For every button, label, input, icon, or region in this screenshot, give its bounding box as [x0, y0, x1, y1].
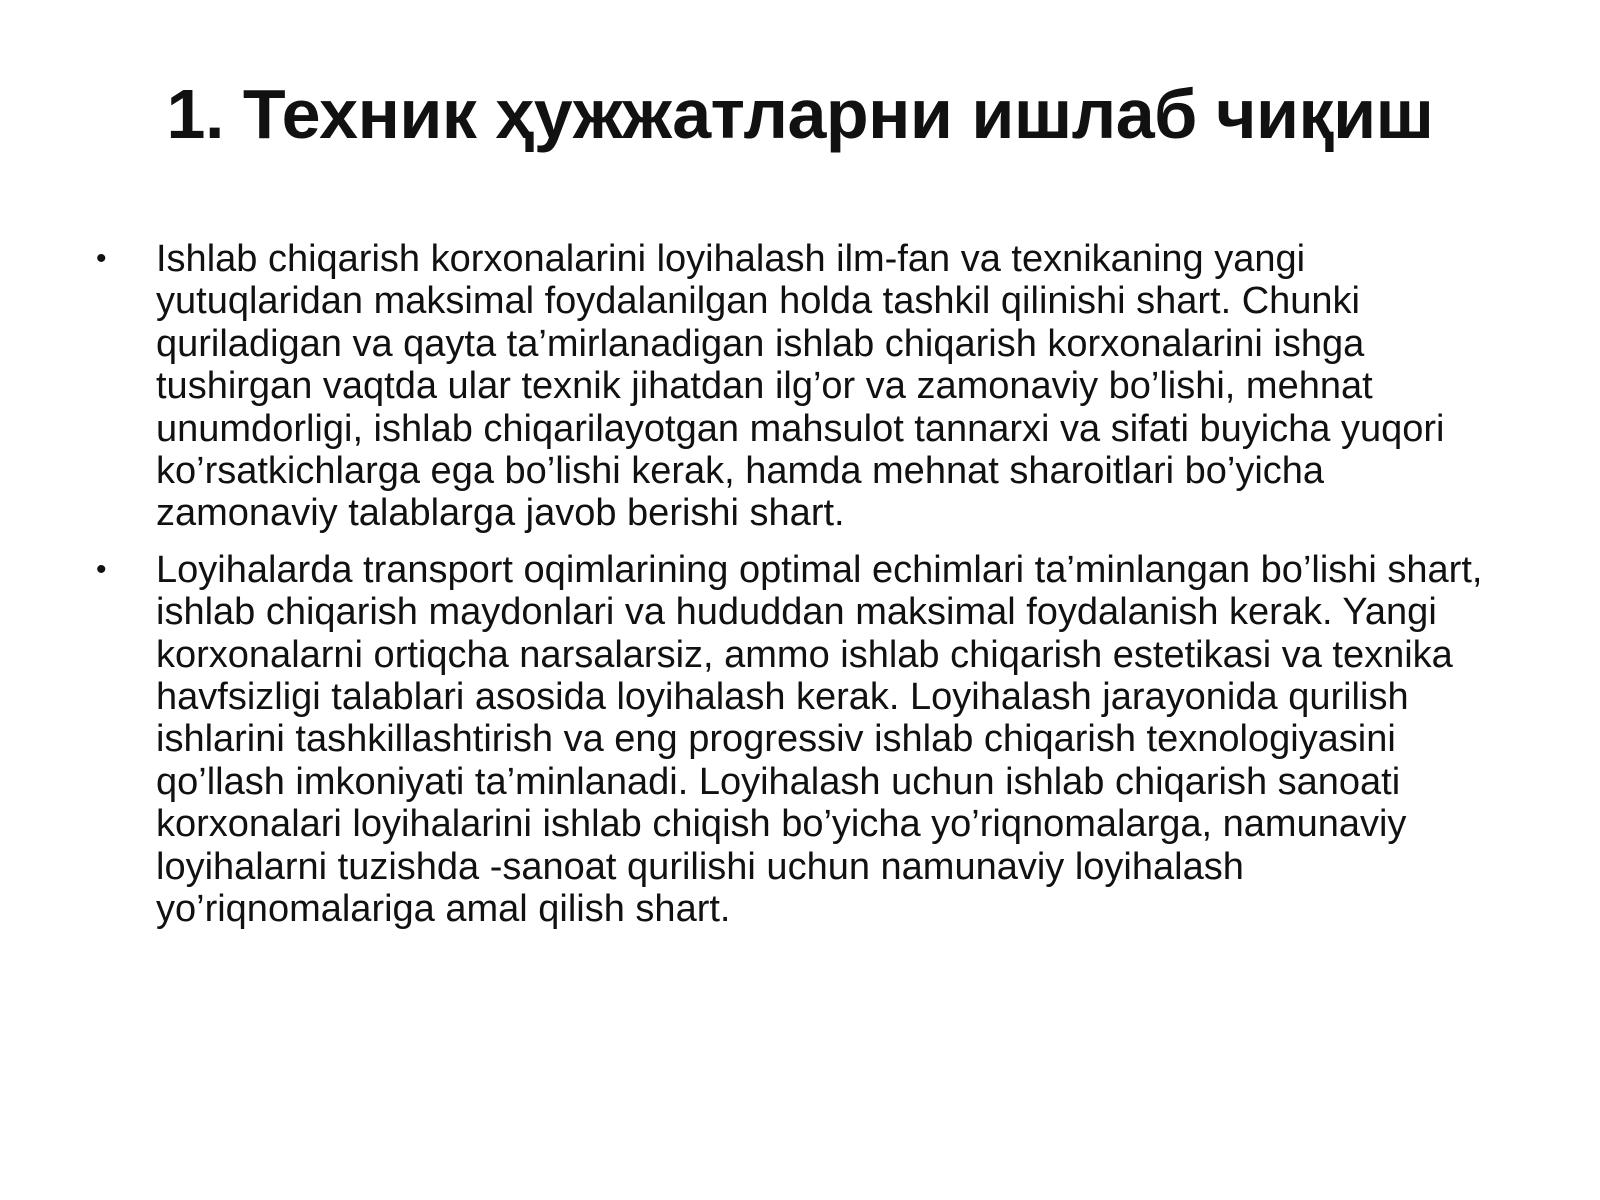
bullet-text: Loyihalarda transport oqimlarining optimal echimlari ta’minlangan bo’lishi shart, ishlab chiqarish maydonlari va hududdan maksimal foydalanish kerak. Yangi korxonalarni ortiqcha narsalarsiz, ammo ishlab chiqarish estetikasi va texnika havfsizligi talablari asosida loyihalash kerak. Loyihalash jarayonida qurilish ishlarini tashkillashtirish va eng progressiv ishlab chiqarish texnologiyasini qo’llash imkoniyati ta’minlanadi. Loyihalash uchun ishlab chiqarish sanoati korxonalari loyihalarini ishlab chiqish bo’yicha yo’riqnomalarga, namunaviy loyihalarni tuzishda -sanoat qurilishi uchun namunaviy loyihalash yo’riqnomalariga amal qilish shart. [156, 548, 1483, 931]
bullet-list [90, 238, 1510, 945]
bullet-dot-icon: • [96, 552, 107, 586]
bullet-item [90, 238, 1510, 535]
slide-title: 1. Техник ҳужжатларни ишлаб чиқиш [166, 75, 1434, 153]
bullet-dot-icon: • [96, 242, 107, 275]
bullet-text: Ishlab chiqarish korxonalarini loyihalash ilm-fan va texnikaning yangi yutuqlaridan maksimal foydalanilgan holda tashkil qilinishi shart. Chunki quriladigan va qayta ta’mirlanadigan ishlab chiqarish korxonalarini ishga tushirgan vaqtda ular texnik jihatdan ilg’or va zamonaviy bo’lishi, mehnat unumdorligi, ishlab chiqarilayotgan mahsulot tannarxi va sifati buyicha yuqori ko’rsatkichlarga ega bo’lishi kerak, hamda mehnat sharoitlari bo’yicha zamonaviy talablarga javob berishi shart. [156, 238, 1445, 535]
bullet-item [90, 549, 1510, 931]
